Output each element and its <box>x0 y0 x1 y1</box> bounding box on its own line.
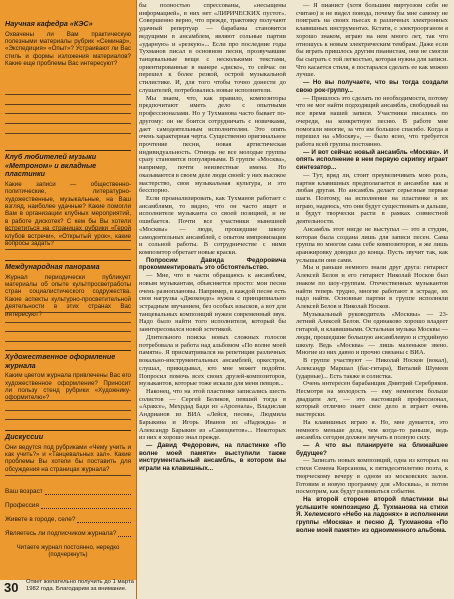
divider <box>5 150 131 151</box>
article-paragraph: Наконец, что на этой пластинке записались шесть солистов — Сергей Беликов, певший тогда в «Араксе», Мехрдад Бади из «Арсенала», Владислав Андрианов из ВИА «Лейся, песня», Людмила Барыкина и Игорь Иванов из «Надежды» и Александр Барыкин из «Самоцветов»... Некоторых из них я хорошо знал прежде. <box>139 387 286 442</box>
article-paragraph: Мы знаем, что, как правило, композиторы предпочитают иметь дело с опытными профессионалами. Но у Тухманова часто бывает по-другому: он не боится сотрудничать с новичками, дает самодеятельным исполнителям. Это опять очень характерная черта. Существенно оригинальное прочтение песни, новая артистическая индивидуальность. Отнюдь не все молодые группы сразу становятся популярными. В группе «Москва», например, почти неизвестные имена. Но оказываются в своем деле люди своей: у них высокое мастерство, своя музыкальная культура, и это бесспорно. <box>139 94 286 195</box>
reading-frequency-note: Читаете журнал постоянно, нередко (подчеркнуть) <box>16 544 120 559</box>
article-paragraph: бы полностью спрессованы, «несыщены информацией», в них нет «ЛИРИЧЕСКИХ пустот». Совершенно верно, что прежде, трактовку получают удачный репертуар — барабаны становится ведущими в ансамблем, являют сольные партии «ударную» и «резкую»... Если про последние годы Тухманов писал в основном песни, прозвучавшие танцевальные вещи с несколькими текстами, ориентированные в манере «диско», то сейчас он перешел к более резкой, острой музыкальной стилистике. И, для того чтобы точно донести до слушателей, потребовались новые исполнители. <box>139 2 286 94</box>
block-title: Международная панорама <box>5 262 100 271</box>
age-field[interactable] <box>5 488 131 495</box>
article-paragraph: — Я пианист (хотя большим виртуозом себя не считаю) и не видел повода, почему бы мне самому не поиграть на своих пьесах в различных электронных клавишных инструментах. Кстати, с электроорганом я хорошо знаком, играю на нем много лет, так что отношусь к новым электрическим тембрам. Даже если бы играть пришлось другим пианистам, они не смогли бы сыграть с той легкостью, которая нужна для записи. Что касается стиля, я постарался сделать ее как можно лучше. <box>296 2 448 79</box>
article-paragraph: Если проанализировать, как Тухманов работает с ансамблями, то видно, что он часто ищет в исполнителе музыканта со своей позицией, и не ошибается. Почти все участники нынешней «Москвы» — люди, прошедшие школу самодеятельных ансамблей, с опытом импровизации и сольной работы. В сотрудничестве с ними композитор обретает новые краски. <box>139 194 286 256</box>
block-text: Журнал периодически публикует материалы об опыте культпросветработы стран социалистического содружества. Какие аспекты культурно-просветительной деятельности в этих странах Вас интересуют? <box>5 273 131 318</box>
age-label: Ваш возраст <box>5 488 43 495</box>
questionnaire-block-design <box>5 353 131 402</box>
article-column-1 <box>139 2 286 596</box>
interview-question: Попросим Давида Федоровича прокомментировать это обстоятельство. <box>139 256 286 272</box>
answer-lines[interactable] <box>5 400 131 429</box>
profession-label: Профессия <box>5 502 39 509</box>
block-title: Дискуссии <box>5 432 44 441</box>
article-paragraph: Ансамбль этот нигде не выступал — это в студии, которая была создана лишь для записи песен. Сама группа во многом сама себе композиторов, я же лишь аранжировку доводил до конца. Пусть звучит так, как услышали они сами. <box>296 225 448 264</box>
answer-lines[interactable] <box>5 230 131 259</box>
divider <box>5 260 131 261</box>
answer-lines[interactable] <box>5 475 131 485</box>
article-paragraph: Длительного поиска новых сложных голосов потребовала и работа над альбомом «По волне моей памяти». Я присматривался на репетиции различных вокально-инструментальных ансамблей, оркестров, слушал, прикидывал, кто мне может подойти. Попросил помочь всех своих друзей-композиторов, музыкантов, которые тоже искали для меня певцов... <box>139 333 286 388</box>
questionnaire-block-international <box>5 263 131 318</box>
block-text: Охвачены ли Вам практическую полезными материалы рубрик «Семинар», «Экспедиция» «Опыт»? Устраивают ли Вас стиль и формы изложения материалов? Какие еще проблемы Вас интересуют? <box>5 30 131 68</box>
location-label: Живете в городе, селе? <box>5 516 76 523</box>
article-paragraph: — Тут, вряд ли, стоит преувеличивать мою роль, партия клавишных предполагается в ансамбле как и любая другая. Но ансамбль делает серьезные первые шаги. Поэтому, на исполнение на пластинке я их играю, надеюсь, что они будут существовать и дальше, и будут творчески расти в рамках совместной деятельности. <box>296 171 448 226</box>
article-paragraph: — Пришлось это сделать по необходимости, потому что не мог найти подходящий ансамбль, свободный на все время нашей записи. Участники писались по очереди, на конкретную песню. В работе мне помогали многие, за что им большое спасибо. Когда я перешел на «Москву», — было ясно, что требуется работа всей группы постоянно. <box>296 94 448 148</box>
divider <box>5 430 131 431</box>
answer-lines[interactable] <box>5 94 131 142</box>
article-paragraph: Мы и раньше немного знали друг друга: гитарист Алексей Белов и его гитарист Николай Носков был знаком по шоу-группам. Отечественных музыкантов найти теперь трудно, многие работают в эстраде, их надо найти. Основные партии в группе исполняли Алексей Белов и Николай Носков. <box>296 264 448 311</box>
article-paragraph: Музыкальный руководитель «Москвы» — 23-летний Алексей Белов. Он одинаково хорошо владеет гитарой, и клавишными. Остальная музыка Москвы — люди, прошедшие большую ансамблевую и студийную школу. Ведь «Москва» — лишь маленькое звено. Многие из них давно и прочно связаны с ВИА. <box>296 310 448 357</box>
subscriber-label: Являетесь ли подписчиком журнала? <box>5 530 117 537</box>
interview-question: — Но вы получаете, что вы тогда создали свою рок-группу... <box>296 79 448 94</box>
article-paragraph: Очень интересен барабанщик Дмитрий Серебряков. Несмотря на молодость — ему немногим больше двадцати лет, — это настоящий профессионал, который отлично знает свое дело и играет очень мастерски. <box>296 380 448 419</box>
interview-question: На второй стороне второй пластинки вы услышите композицию Д. Тухманова на стихи Я. Хелемского «Небо на ладонях» в исполнении группы «Москва» и песню Д. Тухманова «По волне моей памяти» из одноименного альбома. <box>296 496 448 534</box>
page-number: 30 <box>4 580 19 595</box>
article-paragraph: — Мне, что в части обращаюсь к ансамблям, новым музыкантам, объясняется просто: мои песни очень разноплановы. Например, в каждой песне есть своя нагрузка «Джокондо» нужна с принципиально эстрадным звучанием, без особых изысков, а вот для танцевальных композиций нужен современный звук. Надо было найти того исполнителя, который бы заинтересовался новой эстетикой. <box>139 272 286 334</box>
answer-lines[interactable] <box>5 312 131 351</box>
block-title: Художественное оформление журнала <box>5 352 116 370</box>
deadline-note: Ответ желательно получить до 1 марта 1982 года. Благодарим за внимание. <box>26 579 134 592</box>
subscriber-field[interactable] <box>5 530 131 537</box>
interview-question: — Давид Федорович, на пластинке «По волне моей памяти» выступили также инструментальный ансамбль, в котором вы играли на клавишных... <box>139 441 286 473</box>
profession-field[interactable] <box>5 502 131 509</box>
questionnaire-block-discussions <box>5 433 131 473</box>
block-text: Какие записи — общественно-политические, литературно-художественные, музыкальные, на Ваш взгляд, наиболее удачные? Какие помогли Вам в организации клубных мероприятий, в работе дискотек? С кем бы Вы хотели встретиться на страницах рубрики «Герой клубов встречи», «Открытый урок», какие вопросы задать? <box>5 180 131 248</box>
interview-question: — А что вы планируете на ближайшее будущее? <box>296 441 448 457</box>
article-column-2 <box>296 2 448 596</box>
block-text: Каким цветом журнала привлечены Вас его художественное оформление? Приносит ли пользу стенд рубрики «Художнику-оформителю»? <box>5 372 131 402</box>
article-paragraph: На клавишных играю я. Но, мне думается, это немного меньше дела, чем когда-то раньше, ведь ансамбль сегодня должен звучать в полную силу. <box>296 418 448 442</box>
article-paragraph: — Записать новых композиций, одна из которых на стихи Семена Кирсанова, к пятидесятилетию поэта, к творческому вечеру в одном из московских залов. Готовим и новую программу для «Москвы», и потом посмотрим, как будут развиваться события. <box>296 457 448 496</box>
block-title: Научная кафедра «КЭС» <box>5 19 93 28</box>
questionnaire-block-science <box>5 20 131 68</box>
block-text: Они ведутся под рубриками «Чему учить и как учить?» и «Танцевальных зал». Какие проблемы Вы хотели бы поставить для обсуждения на страницах журнала? <box>5 443 131 473</box>
interview-question: — И вот сейчас новый ансамбль «Москва». И опять исполнение в нем первую скрипку играет синтезатор... <box>296 148 448 172</box>
block-title: Клуб любителей музыки «Метроном» и вкладные пластинки <box>5 152 97 179</box>
article-paragraph: В группе участвуют — Николай Носков (вокал), Александр Маршал (бас-гитара), Виталий Шумеев (ударные)... Есть также и солистка. <box>296 357 448 380</box>
divider <box>5 350 131 351</box>
location-field[interactable] <box>5 516 131 523</box>
